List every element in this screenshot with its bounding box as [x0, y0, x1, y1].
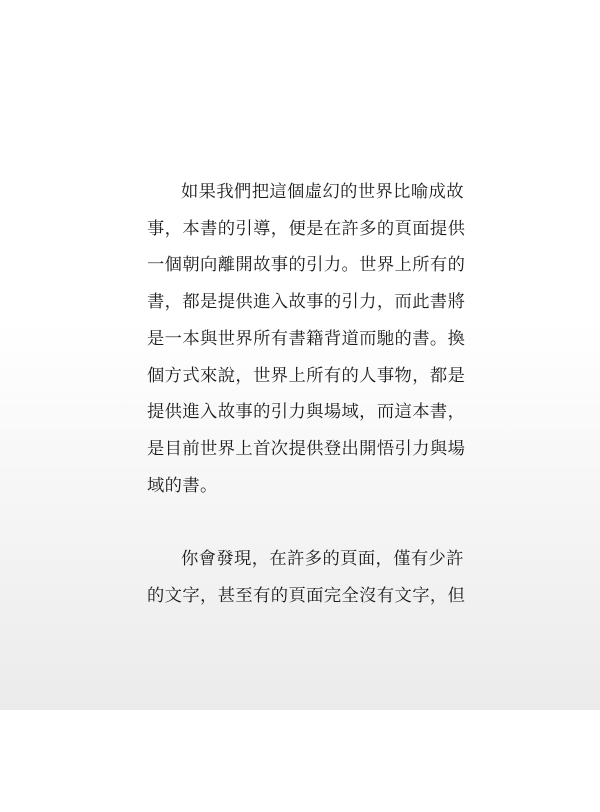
text-line: 書，都是提供進入故事的引力，而此書將 — [147, 292, 466, 313]
paragraph-1 — [147, 174, 465, 504]
text-line: 如果我們把這個虛幻的世界比喻成故 — [181, 182, 464, 202]
paragraph-2 — [147, 541, 465, 614]
text-line: 是一本與世界所有書籍背道而馳的書。換 — [147, 328, 466, 349]
text-line: 是目前世界上首次提供登出開悟引力與場 — [147, 438, 466, 459]
text-line: 提供進入故事的引力與場域，而這本書， — [147, 402, 466, 423]
text-line: 個方式來說，世界上所有的人事物，都是 — [147, 365, 466, 386]
text-line: 事，本書的引導，便是在許多的頁面提供 — [147, 218, 466, 239]
text-line: 的文字，甚至有的頁面完全沒有文字，但 — [147, 585, 466, 606]
body-text — [147, 174, 465, 614]
text-line: 你會發現，在許多的頁面，僅有少許 — [181, 549, 464, 570]
text-line: 域的書。 — [147, 475, 218, 496]
paragraph-gap — [147, 504, 465, 541]
text-line: 一個朝向離開故事的引力。世界上所有的 — [147, 255, 466, 276]
